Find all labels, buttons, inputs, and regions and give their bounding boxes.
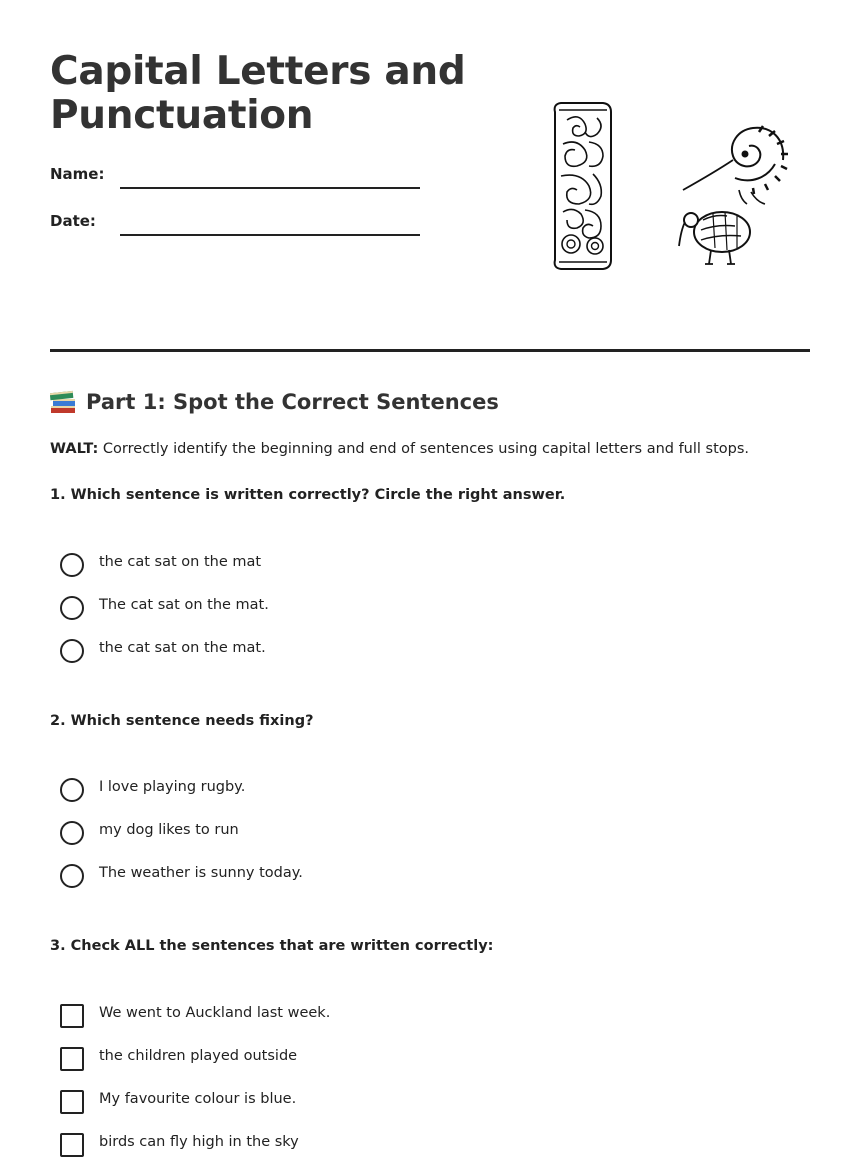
date-label: Date:: [50, 212, 96, 230]
koru-kiwi-icon: [683, 126, 788, 204]
part1-title: Part 1: Spot the Correct Sentences: [86, 390, 499, 414]
question-3-prompt: 3. Check ALL the sentences that are written correctly:: [50, 938, 494, 954]
walt-label: WALT:: [50, 441, 99, 457]
radio-circle[interactable]: [60, 596, 84, 620]
option-label: the children played outside: [99, 1048, 298, 1064]
question-1-prompt: 1. Which sentence is written correctly? Circle the right answer.: [50, 487, 566, 503]
part1-heading: [50, 388, 499, 414]
checkbox[interactable]: [60, 1133, 84, 1157]
walt-statement: [50, 441, 749, 457]
walt-text: Correctly identify the beginning and end of sentences using capital letters and full stops.: [98, 441, 750, 457]
option-label: the cat sat on the mat: [99, 554, 262, 570]
option-label: We went to Auckland last week.: [99, 1005, 331, 1021]
radio-circle[interactable]: [60, 821, 84, 845]
books-icon: [50, 388, 78, 414]
checkbox[interactable]: [60, 1047, 84, 1071]
radio-circle[interactable]: [60, 778, 84, 802]
option-label: The weather is sunny today.: [99, 865, 303, 881]
radio-circle[interactable]: [60, 639, 84, 663]
date-writing-line[interactable]: [120, 234, 420, 236]
name-label: Name:: [50, 165, 105, 183]
title-line-2: Punctuation: [50, 93, 314, 138]
option-label: I love playing rugby.: [99, 779, 246, 795]
checkbox[interactable]: [60, 1004, 84, 1028]
maori-illustration: [545, 98, 795, 276]
date-field[interactable]: [50, 210, 420, 240]
radio-circle[interactable]: [60, 553, 84, 577]
question-2-prompt: 2. Which sentence needs fixing?: [50, 713, 314, 729]
worksheet-title: [50, 50, 470, 138]
header-divider: [50, 349, 810, 352]
carved-pou-icon: [555, 103, 611, 269]
worksheet-page: [50, 0, 810, 1161]
option-label: My favourite colour is blue.: [99, 1091, 297, 1107]
option-label: my dog likes to run: [99, 822, 239, 838]
option-label: birds can fly high in the sky: [99, 1134, 299, 1150]
option-label: the cat sat on the mat.: [99, 640, 266, 656]
radio-circle[interactable]: [60, 864, 84, 888]
name-writing-line[interactable]: [120, 187, 420, 189]
name-field[interactable]: [50, 163, 420, 193]
option-label: The cat sat on the mat.: [99, 597, 269, 613]
kiwi-bird-icon: [679, 212, 750, 264]
title-line-1: Capital Letters and: [50, 49, 466, 94]
checkbox[interactable]: [60, 1090, 84, 1114]
